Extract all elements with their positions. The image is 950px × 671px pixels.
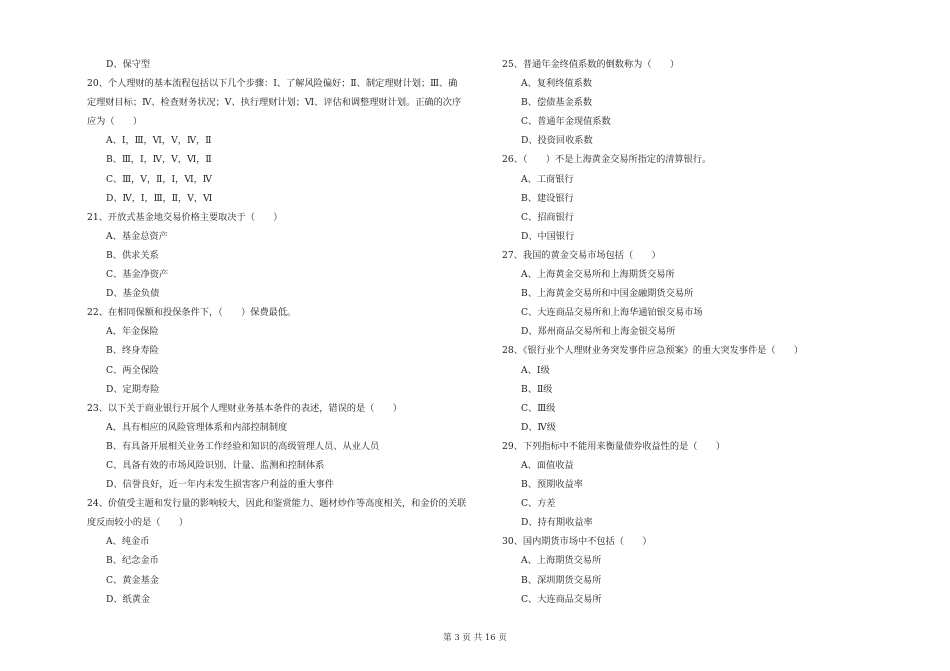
answer-option: D、纸黄金	[106, 593, 151, 605]
left-column	[87, 55, 502, 609]
question-text: 30、国内期货市场中不包括（ ）	[502, 536, 652, 548]
answer-option: A、上海黄金交易所和上海期货交易所	[521, 269, 675, 281]
answer-option: A、复利终值系数	[521, 78, 592, 90]
answer-option: A、Ⅰ级	[521, 364, 550, 376]
question-text: 应为（ ）	[87, 116, 143, 128]
question-text: 28、《银行业个人理财业务突发事件应急预案》的重大突发事件是（ ）	[502, 345, 804, 357]
answer-option: C、方差	[521, 498, 556, 510]
answer-option: C、两全保险	[106, 364, 159, 376]
answer-option: D、郑州商品交易所和上海金银交易所	[521, 326, 676, 338]
question-text: 23、以下关于商业银行开展个人理财业务基本条件的表述，错误的是（ ）	[87, 402, 402, 414]
answer-option: B、建设银行	[521, 192, 574, 204]
question-text: 24、价值受主题和发行量的影响较大，因此和鉴赏能力、题材炒作等高度相关，和金价的关联	[87, 498, 467, 510]
question-text: 29、下列指标中不能用来衡量债券收益性的是（ ）	[502, 440, 726, 452]
answer-option: D、定期寿险	[106, 383, 160, 395]
answer-option: D、信誉良好，近一年内未发生损害客户利益的重大事件	[106, 479, 334, 491]
answer-option: A、Ⅰ，Ⅲ，Ⅵ，Ⅴ，Ⅳ，Ⅱ	[106, 135, 212, 147]
question-text: 26、（ ）不是上海黄金交易所指定的清算银行。	[502, 154, 712, 166]
answer-option: B、Ⅱ级	[521, 383, 553, 395]
answer-option: B、供求关系	[106, 249, 159, 261]
right-column	[502, 55, 917, 609]
answer-option: B、终身寿险	[106, 345, 159, 357]
answer-option: C、具备有效的市场风险识别、计量、监测和控制体系	[106, 459, 325, 471]
answer-option: B、深圳期货交易所	[521, 574, 602, 586]
answer-option: B、有具备开展相关业务工作经验和知识的高级管理人员、从业人员	[106, 440, 380, 452]
answer-option: B、预期收益率	[521, 479, 583, 491]
answer-option: C、普通年金现值系数	[521, 116, 611, 128]
question-text: 定理财目标；Ⅳ、检查财务状况；Ⅴ、执行理财计划；Ⅵ、评估和调整理财计划。正确的次序	[87, 97, 462, 109]
question-text: 21、开放式基金地交易价格主要取决于（ ）	[87, 211, 283, 223]
answer-option: A、面值收益	[521, 459, 574, 471]
answer-option: B、纪念金币	[106, 555, 159, 567]
answer-option: D、Ⅳ，Ⅰ，Ⅲ，Ⅱ，Ⅴ，Ⅵ	[106, 192, 213, 204]
question-text: 度反而较小的是（ ）	[87, 517, 189, 529]
answer-option: D、Ⅳ级	[521, 421, 556, 433]
question-text: 20、个人理财的基本流程包括以下几个步骤：Ⅰ、了解风险偏好；Ⅱ、制定理财计划；Ⅲ、确	[87, 78, 458, 90]
question-text: 22、在相同保额和投保条件下，（ ）保费最低。	[87, 307, 297, 319]
question-text: 27、我国的黄金交易市场包括（ ）	[502, 249, 661, 261]
answer-option: A、上海期货交易所	[521, 555, 602, 567]
answer-option: A、具有相应的风险管理体系和内部控制制度	[106, 421, 288, 433]
answer-option: A、纯金币	[106, 536, 150, 548]
answer-option: C、大连商品交易所和上海华通铂银交易市场	[521, 307, 703, 319]
answer-option: D、中国银行	[521, 230, 575, 242]
answer-option: B、上海黄金交易所和中国金融期货交易所	[521, 288, 694, 300]
answer-option: B、Ⅲ，Ⅰ，Ⅳ，Ⅴ，Ⅵ，Ⅱ	[106, 154, 212, 166]
answer-option: D、投资回收系数	[521, 135, 593, 147]
answer-option: C、黄金基金	[106, 574, 159, 586]
answer-option: A、工商银行	[521, 173, 574, 185]
answer-option: D、保守型	[106, 59, 151, 70]
answer-option: C、大连商品交易所	[521, 593, 602, 605]
answer-option: C、Ⅲ，Ⅴ，Ⅱ，Ⅰ，Ⅵ，Ⅳ	[106, 173, 212, 185]
answer-option: A、年金保险	[106, 326, 159, 338]
answer-option: A、基金总资产	[106, 230, 168, 242]
answer-option: C、Ⅲ级	[521, 402, 556, 414]
answer-option: D、基金负债	[106, 288, 160, 300]
answer-option: C、招商银行	[521, 211, 574, 223]
answer-option: B、偿债基金系数	[521, 97, 593, 109]
page-footer: 第 3 页 共 16 页	[443, 633, 507, 643]
question-text: 25、普通年金终值系数的倒数称为（ ）	[502, 59, 680, 70]
answer-option: D、持有期收益率	[521, 517, 593, 529]
answer-option: C、基金净资产	[106, 269, 169, 281]
